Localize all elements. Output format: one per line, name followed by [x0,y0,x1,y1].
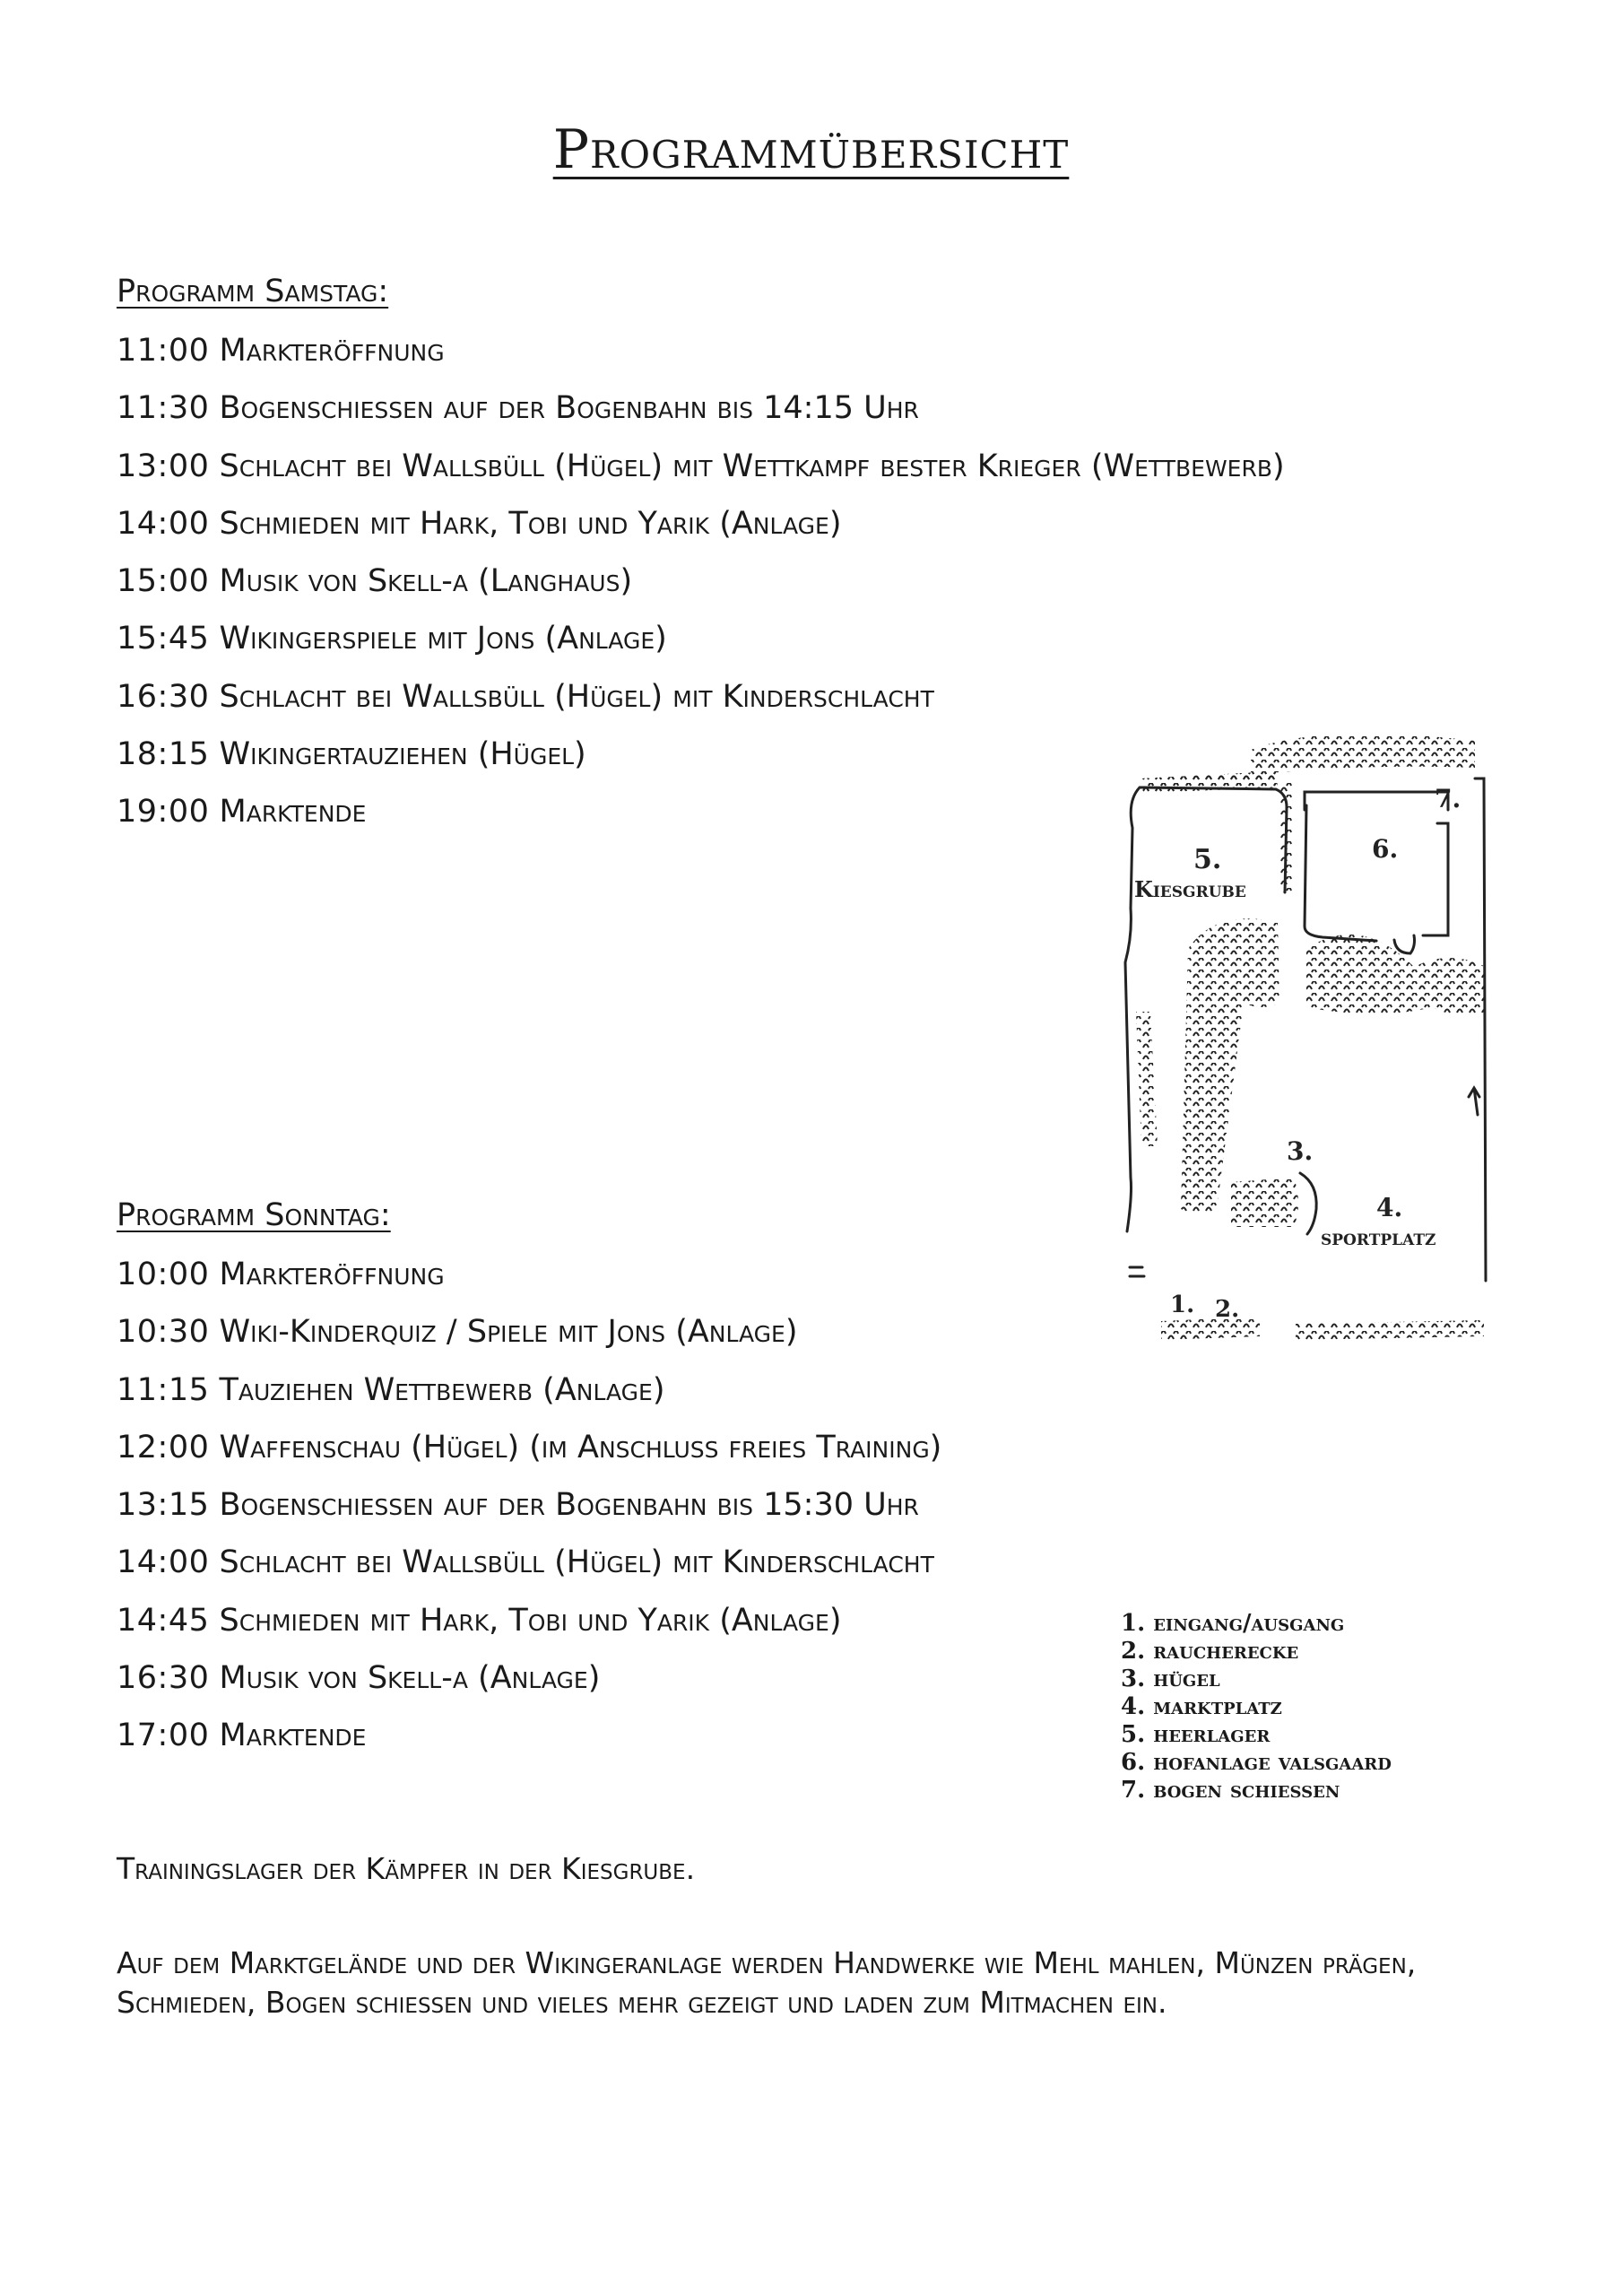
schedule-time: 14:00 [117,1544,210,1581]
legend-item: 7. bogen schießen [1121,1777,1340,1804]
map-label-kiesgrube: Kiesgrube [1134,876,1246,902]
schedule-text: Schmieden mit Hark, Tobi und Yarik (Anlage) [219,1602,842,1639]
schedule-item [117,1476,941,1534]
schedule-text: Bogenschiessen auf der Bogenbahn bis 14:15 Uhr [219,390,919,427]
legend-item: 4. marktplatz [1121,1693,1282,1720]
map-label-2: 2. [1215,1296,1240,1323]
map-outline [1125,778,1486,1281]
schedule-text: Tauziehen Wettbewerb (Anlage) [219,1371,665,1408]
schedule-item [117,438,1285,495]
legend-item: 6. hofanlage valsgaard [1121,1749,1392,1776]
schedule-time: 10:00 [117,1257,210,1292]
schedule-time: 15:45 [117,621,210,657]
map-legend [1121,1610,1392,1805]
schedule-item [117,1649,941,1707]
crafts-note: Auf dem Marktgelände und der Wikingeranlage werden Handwerke wie Mehl mahlen, Münzen prägen, Schmieden, Bogen schiessen und vieles mehr gezeigt und laden zum Mitmachen ein. [117,1945,1417,2020]
schedule-time: 16:30 [117,678,210,715]
sunday-heading: Programm Sonntag: [117,1197,391,1233]
schedule-text: Waffenschau (Hügel) (im Anschluss freies Training) [219,1429,942,1465]
page-title-text: Programmübersicht [552,118,1070,181]
schedule-time: 11:00 [117,333,210,369]
sunday-schedule [117,1246,941,1765]
training-note: Trainingslager der Kämpfer in der Kiesgrube. [117,1851,696,1886]
schedule-text: Schlacht bei Wallsbüll (Hügel) mit Wettkampf bester Krieger (Wettbewerb) [219,448,1285,484]
schedule-text: Schmieden mit Hark, Tobi und Yarik (Anlage) [219,505,842,542]
schedule-text: Bogenschiessen auf der Bogenbahn bis 15:30 Uhr [219,1487,919,1524]
schedule-item [117,783,1285,840]
schedule-item [117,1361,941,1419]
map-label-1: 1. [1170,1292,1195,1318]
schedule-item [117,1303,941,1361]
map-label-4: 4. [1376,1193,1403,1222]
site-map [1116,725,1505,1370]
schedule-time: 14:00 [117,505,210,542]
map-label-3: 3. [1287,1136,1314,1166]
schedule-time: 13:15 [117,1487,210,1524]
map-label-sportplatz: sportplatz [1321,1224,1436,1250]
map-label-5: 5. [1193,844,1222,875]
schedule-time: 18:15 [117,736,210,773]
schedule-item [117,726,1285,783]
schedule-text: Wiki-Kinderquiz / Spiele mit Jons (Anlage) [219,1314,798,1351]
page-title [0,118,1622,181]
schedule-time: 10:30 [117,1314,210,1351]
schedule-item [117,495,1285,552]
schedule-text: Musik von Skell-a (Anlage) [219,1660,601,1697]
legend-item: 5. heerlager [1121,1721,1271,1748]
schedule-text: Markteröffnung [219,1257,445,1292]
schedule-item [117,1534,941,1591]
schedule-time: 16:30 [117,1660,210,1697]
legend-item: 1. eingang/ausgang [1121,1610,1345,1637]
schedule-text: Marktende [219,794,367,831]
map-label-6: 6. [1372,834,1399,864]
schedule-item [117,610,1285,667]
schedule-text: Schlacht bei Wallsbüll (Hügel) mit Kinderschlacht [219,678,934,715]
schedule-text: Musik von Skell-a (Langhaus) [219,563,633,600]
schedule-item [117,1246,941,1303]
schedule-item [117,1707,941,1764]
schedule-time: 11:30 [117,390,210,427]
legend-item: 3. hügel [1121,1665,1220,1692]
schedule-text: Marktende [219,1718,367,1754]
schedule-time: 12:00 [117,1429,210,1465]
schedule-time: 14:45 [117,1602,210,1639]
schedule-item [117,552,1285,610]
schedule-item [117,1419,941,1476]
map-label-7: 7. [1435,784,1462,813]
schedule-text: Markteröffnung [219,333,445,369]
schedule-item [117,379,1285,437]
schedule-text: Schlacht bei Wallsbüll (Hügel) mit Kinderschlacht [219,1544,934,1581]
schedule-item [117,322,1285,379]
saturday-schedule [117,322,1285,841]
schedule-time: 13:00 [117,448,210,484]
schedule-text: Wikingertauziehen (Hügel) [219,736,586,773]
saturday-heading: Programm Samstag: [117,274,389,309]
schedule-time: 19:00 [117,794,210,831]
legend-item: 2. raucherecke [1121,1638,1299,1665]
schedule-time: 15:00 [117,563,210,600]
schedule-time: 11:15 [117,1371,210,1408]
schedule-item [117,1592,941,1649]
schedule-time: 17:00 [117,1718,210,1754]
schedule-item [117,668,1285,726]
schedule-text: Wikingerspiele mit Jons (Anlage) [219,621,667,657]
